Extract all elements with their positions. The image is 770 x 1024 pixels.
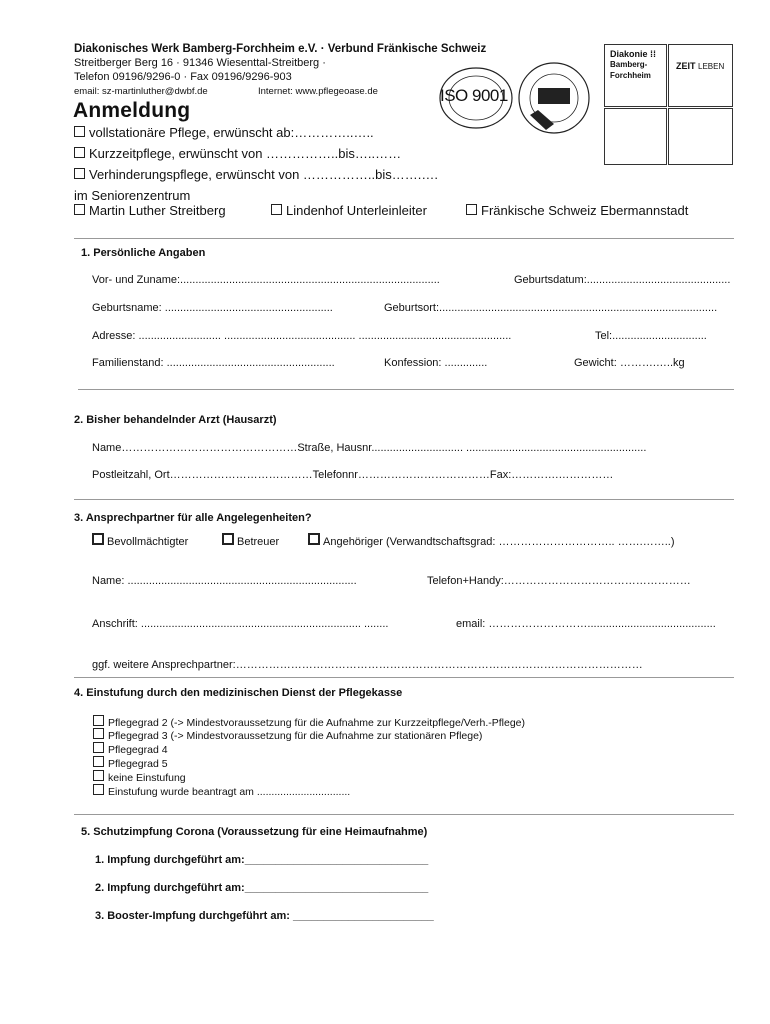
checkbox-icon[interactable]	[93, 770, 104, 781]
checkbox-icon[interactable]	[74, 168, 85, 179]
center-label-1: Martin Luther Streitberg	[89, 203, 226, 218]
checkbox-icon[interactable]	[308, 533, 320, 545]
checkbox-icon[interactable]	[93, 756, 104, 767]
care-level-label: Einstufung wurde beantragt am ................................	[108, 786, 351, 798]
care-level-requested[interactable]	[93, 784, 350, 798]
marital-status-field[interactable]: Familienstand: .......................................................	[92, 357, 335, 369]
center-option-2[interactable]	[271, 203, 427, 218]
section-4-title: 4. Einstufung durch den medizinischen Dienst der Pflegekasse	[74, 687, 403, 699]
care-option-2[interactable]	[74, 146, 401, 161]
birthdate-field[interactable]: Geburtsdatum:...............................................	[514, 274, 731, 286]
section-5-title: 5. Schutzimpfung Corona (Voraussetzung für eine Heimaufnahme)	[81, 826, 428, 838]
booster-field[interactable]: 3. Booster-Impfung durchgeführt am: _______________________	[95, 910, 434, 922]
checkbox-icon[interactable]	[74, 147, 85, 158]
contact-type-label: Betreuer	[237, 536, 280, 548]
checkbox-icon[interactable]	[92, 533, 104, 545]
checkbox-icon[interactable]	[222, 533, 234, 545]
contact-name-field[interactable]: Name: ...........................................................................	[92, 575, 357, 587]
divider	[74, 677, 734, 678]
checkbox-icon[interactable]	[74, 204, 85, 215]
checkbox-icon[interactable]	[93, 728, 104, 739]
weight-field[interactable]: Gewicht: ……….…..kg	[574, 357, 685, 369]
center-label: im Seniorenzentrum	[74, 188, 191, 203]
checkbox-icon[interactable]	[74, 126, 85, 137]
divider	[74, 499, 734, 500]
divider	[74, 814, 734, 815]
vaccination-2-field[interactable]: 2. Impfung durchgeführt am:______________________________	[95, 882, 429, 894]
contact-type-3[interactable]	[308, 533, 675, 548]
section-3-title: 3. Ansprechpartner für alle Angelegenheiten?	[74, 512, 312, 524]
contact-type-2[interactable]	[222, 533, 279, 548]
birthplace-field[interactable]: Geburtsort:...........................................................................................	[384, 302, 718, 314]
contact-type-label: Angehöriger (Verwandtschaftsgrad: ………………………….. …….……..)	[323, 536, 675, 548]
empty-box-right	[668, 108, 733, 165]
org-email: email: sz-martinluther@dwbf.de	[74, 86, 208, 97]
care-level-label: Pflegegrad 5	[108, 758, 168, 770]
leben-text: LEBEN	[698, 62, 725, 71]
care-level-4[interactable]	[93, 742, 168, 756]
care-option-3[interactable]	[74, 167, 438, 182]
section-1-title: 1. Persönliche Angaben	[81, 247, 206, 259]
quality-seal-icon	[512, 60, 596, 136]
contact-type-label: Bevollmächtigter	[107, 536, 189, 548]
center-option-1[interactable]	[74, 203, 226, 218]
org-name: Diakonisches Werk Bamberg-Forchheim e.V. · Verbund Fränkische Schweiz	[74, 43, 487, 55]
checkbox-icon[interactable]	[271, 204, 282, 215]
center-label-2: Lindenhof Unterleinleiter	[286, 203, 427, 218]
care-option-1[interactable]	[74, 125, 374, 140]
care-option-label: vollstationäre Pflege, erwünscht ab:…………..…..	[89, 125, 374, 140]
org-internet: Internet: www.pflegeoase.de	[258, 86, 378, 97]
care-option-label: Verhinderungspflege, erwünscht von ……………..bis…….….	[89, 167, 438, 182]
doctor-name-field[interactable]: Name…………………………………………Straße, Hausnr.............................. ...........................................................	[92, 442, 647, 454]
care-level-2[interactable]	[93, 715, 525, 729]
doctor-zip-field[interactable]: Postleitzahl, Ort…………………………………Telefonnr………………………………Fax:………….……………	[92, 469, 614, 481]
care-option-label: Kurzzeitpflege, erwünscht von ……………..bis…..……	[89, 146, 402, 161]
section-2-title: 2. Bisher behandelnder Arzt (Hausarzt)	[74, 414, 277, 426]
org-address: Streitberger Berg 16 · 91346 Wiesenttal-Streitberg ·	[74, 57, 326, 69]
center-label-3: Fränkische Schweiz Ebermannstadt	[481, 203, 689, 218]
no-care-level[interactable]	[93, 770, 186, 784]
care-level-5[interactable]	[93, 756, 168, 770]
contact-address-field[interactable]: Anschrift: ........................................................................ ........	[92, 618, 389, 630]
other-contacts-field[interactable]: ggf. weitere Ansprechpartner:…………………………………………………………………………………………………	[92, 659, 643, 671]
contact-phone-field[interactable]: Telefon+Handy:……………………………………………	[427, 575, 691, 587]
care-level-label: keine Einstufung	[108, 772, 186, 784]
diakonie-sub2: Forchheim	[610, 71, 651, 80]
empty-box-left	[604, 108, 667, 165]
tel-field[interactable]: Tel:...............................	[595, 330, 707, 342]
name-field[interactable]: Vor- und Zuname:.....................................................................................	[92, 274, 440, 286]
divider	[78, 389, 734, 390]
org-phone: Telefon 09196/9296-0 · Fax 09196/9296-903	[74, 71, 292, 83]
zeit-leben-logo	[668, 44, 733, 107]
iso-label: ISO 9001	[440, 86, 508, 105]
checkbox-icon[interactable]	[93, 784, 104, 795]
care-level-label: Pflegegrad 2 (-> Mindestvoraussetzung für die Aufnahme zur Kurzzeitpflege/Verh.-Pflege)	[108, 717, 526, 729]
contact-email-field[interactable]: email: ………………………..........................................	[456, 618, 716, 630]
address-field[interactable]: Adresse: ........................... ........................................... ..................................................	[92, 330, 512, 342]
checkbox-icon[interactable]	[466, 204, 477, 215]
care-level-3[interactable]	[93, 728, 482, 742]
zeit-text: ZEIT	[676, 61, 696, 71]
divider	[74, 238, 734, 239]
diakonie-logo: Diakonie ⁞⁞ Bamberg- Forchheim	[604, 44, 667, 107]
care-level-label: Pflegegrad 4	[108, 744, 168, 756]
center-option-3[interactable]	[466, 203, 688, 218]
diakonie-sub1: Bamberg-	[610, 60, 648, 69]
diakonie-logo-text: Diakonie	[610, 49, 648, 59]
checkbox-icon[interactable]	[93, 715, 104, 726]
vaccination-1-field[interactable]: 1. Impfung durchgeführt am:______________________________	[95, 854, 429, 866]
care-level-label: Pflegegrad 3 (-> Mindestvoraussetzung für die Aufnahme zur stationären Pflege)	[108, 730, 483, 742]
contact-type-1[interactable]	[92, 533, 188, 548]
checkbox-icon[interactable]	[93, 742, 104, 753]
confession-field[interactable]: Konfession: ..............	[384, 357, 488, 369]
birthname-field[interactable]: Geburtsname: .......................................................	[92, 302, 333, 314]
page-title: Anmeldung	[73, 99, 191, 122]
